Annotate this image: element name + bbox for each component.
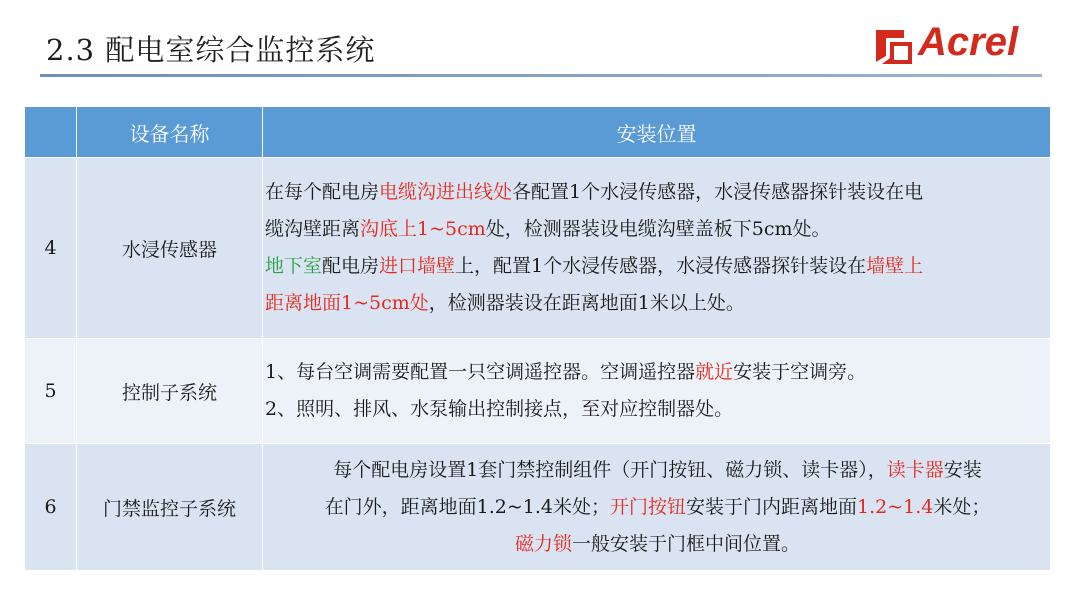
highlight-text: 电缆沟进出线处 [379, 181, 513, 203]
location-line [265, 489, 1050, 526]
location-line [265, 354, 1050, 391]
location-text: 1、每台空调需要配置一只空调遥控器。空调遥控器 [265, 361, 696, 383]
location-line [265, 211, 1050, 248]
highlight-text: 进口墙壁 [379, 255, 456, 277]
device-name: 控制子系统 [77, 339, 263, 444]
location-text: 安装于空调旁。 [733, 361, 867, 383]
header-install-location: 安装位置 [263, 107, 1051, 158]
highlight-text: 1.2~1.4 [857, 495, 934, 518]
location-line [265, 526, 1050, 563]
row-number: 5 [25, 339, 77, 444]
location-text: ，检测器装设在距离地面1米以上处。 [428, 292, 745, 314]
location-text: 在门外，距离地面1.2~1.4米处； [324, 495, 610, 518]
header-device-name: 设备名称 [77, 107, 263, 158]
location-text: 每个配电房设置1套门禁控制组件（开门按钮、磁力锁、读卡器）， [333, 458, 887, 481]
location-text: 2、照明、排风、水泵输出控制接点，至对应控制器处。 [265, 398, 734, 420]
device-install-table [24, 106, 1051, 571]
location-line [265, 285, 1050, 322]
highlight-text: 地下室 [265, 255, 323, 277]
row-number: 6 [25, 444, 77, 571]
location-text: 配电房 [322, 255, 380, 277]
highlight-text: 沟底上1~5cm [360, 218, 486, 240]
location-line [265, 248, 1050, 285]
row-number: 4 [25, 158, 77, 339]
highlight-text: 磁力锁 [514, 532, 572, 555]
location-text: 在每个配电房 [265, 181, 380, 203]
highlight-text: 读卡器 [886, 458, 944, 481]
location-line [265, 174, 1050, 211]
device-name: 门禁监控子系统 [77, 444, 263, 571]
slide-title: 2.3 配电室综合监控系统 [46, 33, 376, 67]
install-location [263, 339, 1051, 444]
location-text: 缆沟壁距离 [265, 218, 361, 240]
install-location [263, 444, 1051, 571]
table-row [25, 444, 1051, 571]
highlight-text: 就近 [695, 361, 734, 383]
location-text: 各配置1个水浸传感器，水浸传感器探针装设在电 [512, 181, 924, 203]
location-text: 处，检测器装设电缆沟壁盖板下5cm处。 [485, 218, 831, 240]
location-text: 米处； [933, 495, 991, 518]
location-text: 一般安装于门框中间位置。 [572, 532, 801, 555]
location-text: 安装 [943, 458, 982, 481]
location-line [265, 391, 1050, 428]
acrel-logo [874, 20, 1044, 66]
table-row [25, 158, 1051, 339]
acrel-logo-mark-icon [874, 26, 914, 66]
location-line [265, 452, 1050, 489]
table-row [25, 339, 1051, 444]
highlight-text: 开门按钮 [609, 495, 686, 518]
table-header-row [25, 107, 1051, 158]
highlight-text: 墙壁上 [866, 255, 924, 277]
acrel-logo-text: Acrel [918, 20, 1019, 64]
title-divider [40, 74, 1042, 77]
highlight-text: 距离地面1~5cm处 [265, 292, 429, 314]
location-text: 安装于门内距离地面 [685, 495, 857, 518]
install-location [263, 158, 1051, 339]
device-name: 水浸传感器 [77, 158, 263, 339]
header-number [25, 107, 77, 158]
location-text: 上，配置1个水浸传感器，水浸传感器探针装设在 [455, 255, 867, 277]
